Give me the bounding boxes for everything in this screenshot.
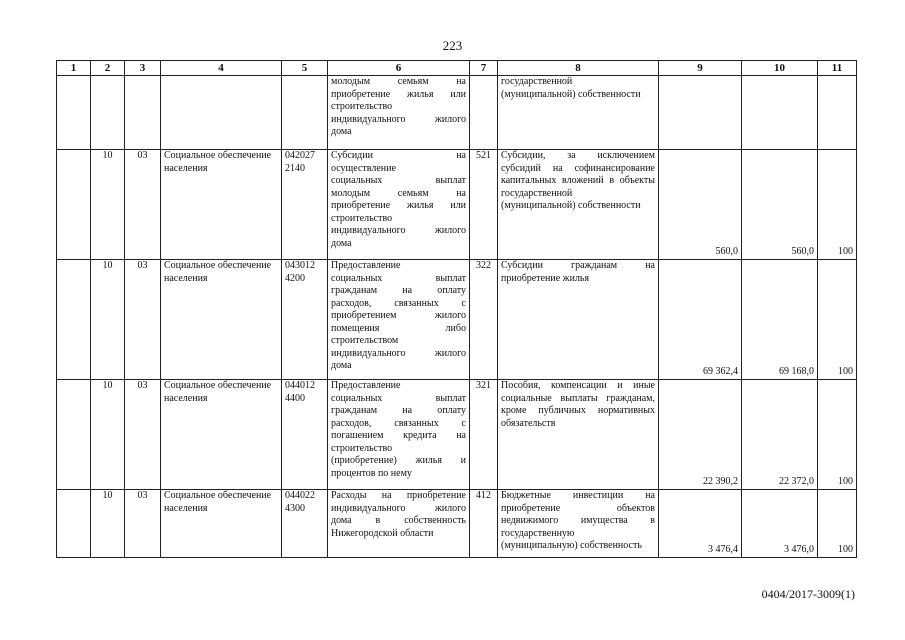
cell-col-5	[282, 150, 328, 260]
cell-col-1	[57, 490, 91, 558]
cell-col-1	[57, 260, 91, 380]
cell-col-9: 560,0	[659, 150, 742, 260]
cell-col-10	[742, 76, 818, 150]
cell-col-2: 10	[91, 380, 125, 490]
cell-line: помещения либо	[331, 322, 466, 334]
cell-col-10: 69 168,0	[742, 260, 818, 380]
cell-col-2: 10	[91, 150, 125, 260]
cell-line: расходов, связанных с	[331, 297, 466, 309]
cell-col-7: 521	[470, 150, 498, 260]
cell-line: индивидуального жилого	[331, 502, 466, 514]
header-col-4: 4	[161, 61, 282, 76]
cell-col-4	[161, 76, 282, 150]
cell-line: Нижегородской области	[331, 527, 434, 539]
cell-col-3: 03	[125, 260, 161, 380]
cell-line: расходов, связанных с	[331, 417, 466, 429]
cell-col-3: 03	[125, 150, 161, 260]
cell-col-5	[282, 76, 328, 150]
cell-col-4: Социальное обеспечение населения	[161, 490, 282, 558]
header-col-3: 3	[125, 61, 161, 76]
cell-col-11	[818, 76, 857, 150]
cell-col-7	[470, 76, 498, 150]
cell-col-11: 100	[818, 150, 857, 260]
cell-line: 044012	[285, 380, 315, 391]
cell-col-8	[498, 490, 659, 558]
cell-line: гражданам на оплату	[331, 405, 466, 416]
cell-line: 4300	[285, 502, 305, 514]
cell-col-5	[282, 260, 328, 380]
cell-col-9: 69 362,4	[659, 260, 742, 380]
cell-col-9	[659, 76, 742, 150]
cell-col-2: 10	[91, 260, 125, 380]
cell-line: индивидуального жилого	[331, 113, 466, 125]
table-row	[57, 76, 857, 150]
cell-line: приобретение жилья или	[331, 200, 466, 211]
cell-line: приобретение объектов	[501, 502, 655, 514]
cell-col-5	[282, 380, 328, 490]
cell-line: дома в собственность	[331, 515, 466, 526]
cell-line: приобретением жилого	[331, 310, 466, 321]
cell-col-11: 100	[818, 260, 857, 380]
cell-col-8	[498, 150, 659, 260]
cell-col-6	[328, 490, 470, 558]
cell-col-2	[91, 76, 125, 150]
cell-line: Предоставление	[331, 380, 401, 391]
cell-line: строительство	[331, 442, 393, 454]
cell-col-6	[328, 150, 470, 260]
cell-col-4: Социальное обеспечение населения	[161, 380, 282, 490]
budget-table	[56, 60, 857, 558]
cell-line: 044022	[285, 490, 315, 501]
cell-line: 042027	[285, 150, 315, 161]
cell-line: 2140	[285, 162, 305, 174]
cell-line: социальных выплат	[331, 272, 466, 284]
cell-line: Субсидии, за исключением	[501, 150, 655, 161]
cell-line: государственной	[501, 76, 573, 87]
cell-line: государственной	[501, 187, 573, 199]
cell-line: социальных выплат	[331, 392, 466, 404]
cell-col-4: Социальное обеспечение населения	[161, 150, 282, 260]
cell-col-3: 03	[125, 380, 161, 490]
cell-line: осуществление	[331, 162, 396, 174]
cell-line: капитальных вложений в объекты	[501, 175, 655, 186]
table-row	[57, 380, 857, 490]
cell-col-10: 22 372,0	[742, 380, 818, 490]
cell-line: процентов по нему	[331, 467, 412, 479]
cell-col-5	[282, 490, 328, 558]
cell-col-11: 100	[818, 490, 857, 558]
cell-line: строительство	[331, 212, 393, 224]
cell-col-11: 100	[818, 380, 857, 490]
cell-col-6	[328, 76, 470, 150]
cell-col-8	[498, 76, 659, 150]
cell-col-1	[57, 76, 91, 150]
cell-col-10: 560,0	[742, 150, 818, 260]
cell-line: (муниципальной) собственности	[501, 200, 641, 211]
cell-col-8	[498, 260, 659, 380]
cell-col-4: Социальное обеспечение населения	[161, 260, 282, 380]
cell-line: молодым семьям на	[331, 76, 466, 87]
cell-col-7: 412	[470, 490, 498, 558]
header-col-8: 8	[498, 61, 659, 76]
cell-line: Субсидии гражданам на	[501, 260, 655, 271]
cell-line: кроме публичных нормативных	[501, 405, 655, 416]
cell-line: молодым семьям на	[331, 187, 466, 199]
cell-col-9: 3 476,4	[659, 490, 742, 558]
cell-line: индивидуального жилого	[331, 225, 466, 236]
header-col-6: 6	[328, 61, 470, 76]
cell-line: гражданам на оплату	[331, 285, 466, 296]
cell-line: (приобретение) жилья и	[331, 455, 466, 466]
cell-col-1	[57, 150, 91, 260]
header-col-9: 9	[659, 61, 742, 76]
cell-line: государственную	[501, 527, 575, 539]
table-row	[57, 260, 857, 380]
cell-line: приобретение жилья или	[331, 88, 466, 100]
header-col-7: 7	[470, 61, 498, 76]
cell-col-3	[125, 76, 161, 150]
cell-line: социальные выплаты гражданам,	[501, 392, 655, 404]
cell-line: индивидуального жилого	[331, 347, 466, 359]
cell-line: строительство	[331, 101, 393, 112]
cell-col-2: 10	[91, 490, 125, 558]
cell-col-6	[328, 380, 470, 490]
header-col-2: 2	[91, 61, 125, 76]
cell-col-8	[498, 380, 659, 490]
cell-line: Пособия, компенсации и иные	[501, 380, 655, 391]
header-col-5: 5	[282, 61, 328, 76]
cell-line: приобретение жилья	[501, 272, 590, 284]
cell-line: 4400	[285, 392, 305, 404]
cell-col-6	[328, 260, 470, 380]
cell-line: обязательств	[501, 417, 556, 429]
cell-col-10: 3 476,0	[742, 490, 818, 558]
cell-line: Субсидии на	[331, 150, 466, 161]
cell-line: Бюджетные инвестиции на	[501, 490, 655, 501]
cell-line: субсидий на софинансирование	[501, 162, 655, 174]
cell-line: (муниципальную) собственность	[501, 540, 642, 551]
cell-line: Предоставление	[331, 260, 401, 271]
cell-line: социальных выплат	[331, 175, 466, 186]
cell-col-7: 322	[470, 260, 498, 380]
cell-col-7: 321	[470, 380, 498, 490]
header-col-1: 1	[57, 61, 91, 76]
page-number: 223	[442, 38, 463, 53]
cell-line: 4200	[285, 272, 305, 284]
header-row	[57, 61, 857, 76]
table-row	[57, 150, 857, 260]
cell-line: дома	[331, 360, 352, 371]
cell-line: дома	[331, 126, 352, 137]
cell-col-1	[57, 380, 91, 490]
cell-line: (муниципальной) собственности	[501, 88, 641, 100]
cell-line: 043012	[285, 260, 315, 271]
cell-col-3: 03	[125, 490, 161, 558]
cell-line: Расходы на приобретение	[331, 490, 466, 501]
header-col-10: 10	[742, 61, 818, 76]
cell-line: недвижимого имущества в	[501, 515, 655, 526]
cell-line: погашением кредита на	[331, 430, 466, 441]
cell-line: строительством	[331, 335, 399, 346]
document-code: 0404/2017-3009(1)	[761, 587, 855, 601]
header-col-11: 11	[818, 61, 857, 76]
cell-line: дома	[331, 237, 352, 249]
cell-col-9: 22 390,2	[659, 380, 742, 490]
table-row	[57, 490, 857, 558]
